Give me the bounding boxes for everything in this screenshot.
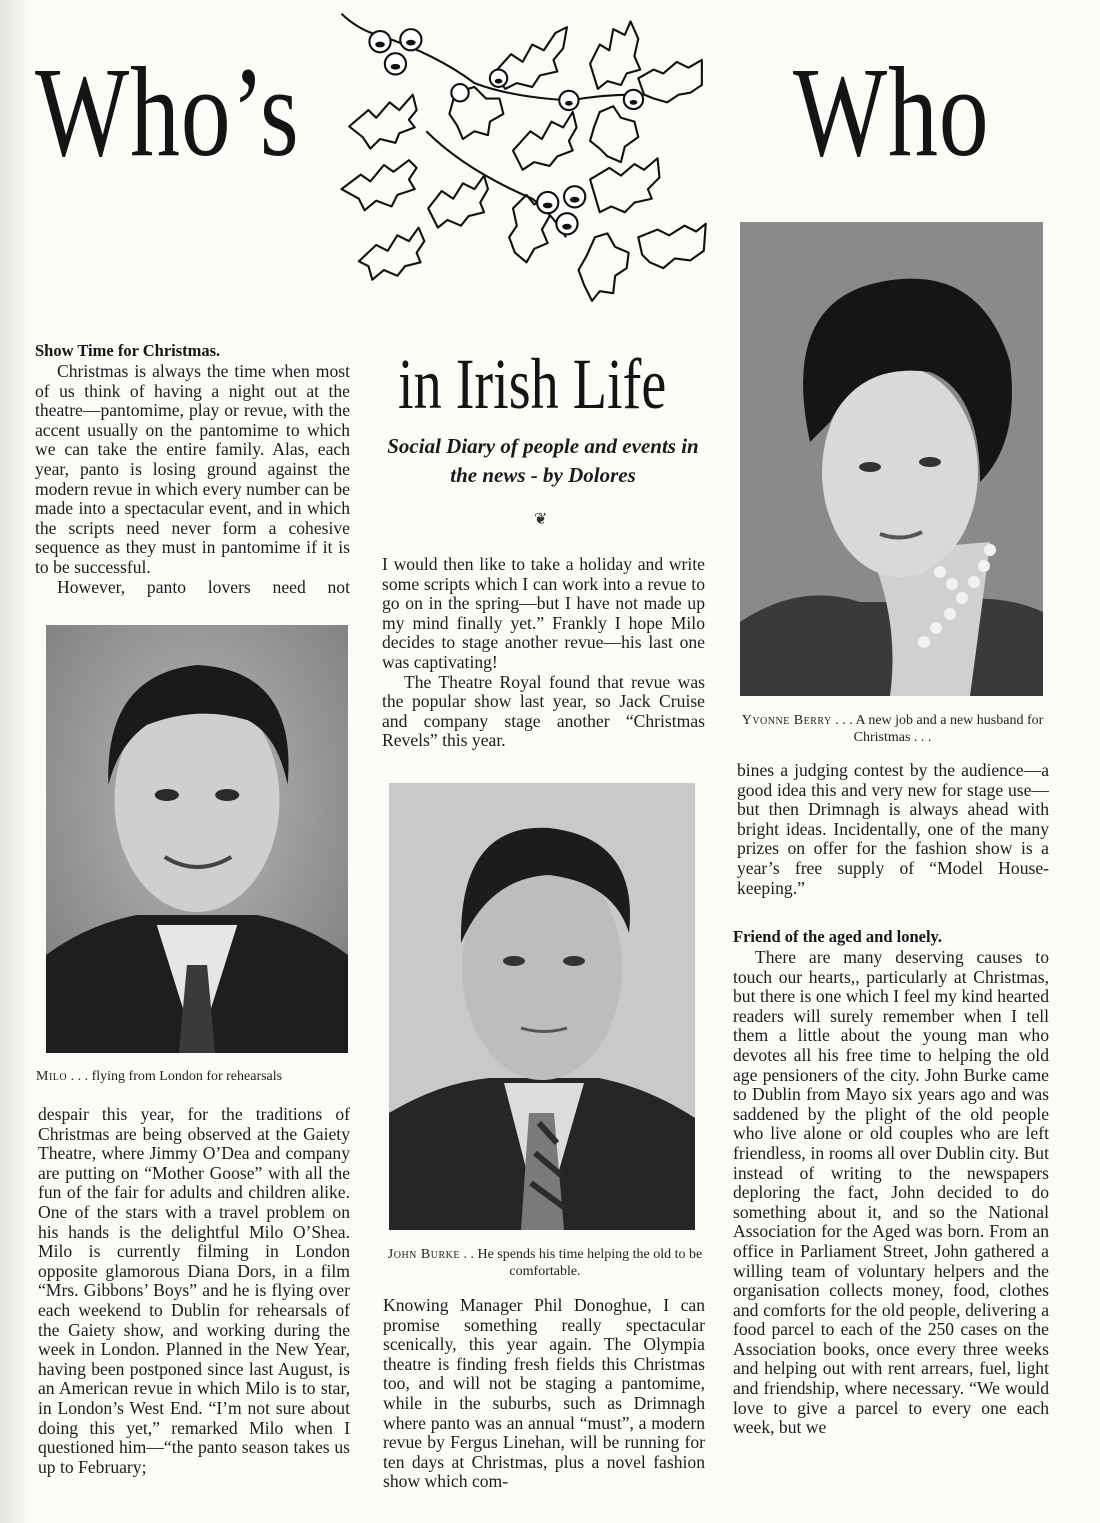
- paragraph: I would then like to take a holiday and write some scripts which I can work into a revue to go on in the spring—but I have not made up my mind finally yet.” Frankly I hope Milo decides to stage another revue—his last one was captivating!: [382, 554, 705, 672]
- paragraph: despair this year, for the traditions of Christmas are being observed at the Gaiety Theatre, where Jimmy O’Dea and company are putting on “Mother Goose” with all the fun of the fair for adults and children alike. One of the stars with a travel problem on his hands is the delightful Milo O’Shea. Milo is currently filming in London opposite glamorous Diana Dors, in a film “Mrs. Gibbons’ Boys” and he is flying over each weekend to Dublin for rehearsals of the Gaiety show, and working during the week in London. Planned in the New Year, having been postponed since last August, is an American revue in which Milo is to star, in London’s West End. “I’m not sure about doing this yet,” remarked Milo when I questioned him—“the panto season takes us up to February;: [38, 1104, 350, 1477]
- page-edge-shadow: [0, 0, 30, 1523]
- caption-john-burke: [380, 1246, 710, 1280]
- title-who: Who: [793, 41, 990, 183]
- article-show-time-continued: [38, 1105, 350, 1477]
- caption-name: Milo: [36, 1069, 68, 1084]
- paragraph: However, panto lovers need not: [57, 576, 350, 597]
- photo-milo: [46, 625, 348, 1053]
- heading-friend-of-aged: Friend of the aged and lonely.: [733, 927, 943, 946]
- article-show-time-intro: [35, 341, 350, 597]
- holly-illustration: [318, 6, 708, 324]
- caption-milo: [36, 1068, 354, 1085]
- article-friend-of-aged: [733, 927, 1049, 1438]
- caption-text: . . He spends his time helping the old to be comfortable.: [459, 1247, 703, 1279]
- heading-show-time: Show Time for Christmas.: [35, 341, 221, 360]
- ornament-icon: ❦: [534, 511, 548, 528]
- title-whos: Who’s: [35, 41, 300, 183]
- title-in-irish-life: in Irish Life: [398, 344, 667, 424]
- paragraph: Knowing Manager Phil Donoghue, I can promise something really spectacular scenically, this year again. The Olympia theatre is finding fresh fields this Christmas too, and will not be staging a pantomime, while in the suburbs, such as Drimnagh where panto was an annual “must”, a modern revue by Fergus Linehan, will be running for ten days at Christmas, plus a novel fashion show which com-: [383, 1295, 705, 1492]
- caption-name: John Burke: [387, 1247, 460, 1262]
- caption-yvonne-berry: [730, 712, 1055, 746]
- article-show-time-drimnagh: [737, 761, 1049, 898]
- holly-berry-highlights: [375, 40, 637, 230]
- byline: Social Diary of people and events in the news - by Dolores: [387, 434, 699, 487]
- photo-yvonne-berry: [740, 222, 1043, 696]
- article-show-time-olympia: [383, 1296, 705, 1492]
- caption-text: . . . flying from London for rehearsals: [67, 1069, 283, 1084]
- caption-name: Yvonne Berry: [741, 713, 832, 728]
- paragraph: bines a judging contest by the audience—a good idea this and very new for stage use—but then Drimnagh is always ahead with bright ideas. Incidentally, one of the many prizes on offer for the fashion show is a year’s free supply of “Model House-keeping.”: [737, 760, 1049, 898]
- paragraph: Christmas is always the time when most of us think of having a night out at the theatre—pantomime, play or revue, with the accent usually on the pantomime to which we can take the entire family. Alas, each year, panto is losing ground against the modern revue in which every number can be made into a spectacular event, and in which the scripts need never form a cohesive sequence as they must in pantomime if it is to be successful.: [35, 361, 350, 577]
- caption-text: . . . A new job and a new husband for Christmas . . .: [831, 713, 1044, 745]
- photo-john-burke: [389, 783, 695, 1230]
- article-show-time-middle: [382, 555, 705, 751]
- paragraph: The Theatre Royal found that revue was the popular show last year, so Jack Cruise and company stage another “Christmas Revels” this year.: [382, 671, 705, 751]
- paragraph: There are many deserving causes to touch our hearts,, particularly at Christmas, but there is one which I feel my kind hearted readers will surely remember when I tell them a little about the young man who devotes all his free time to helping the old age pensioners of the city. John Burke came to Dublin from Mayo six years ago and was saddened by the plight of the old people who live alone or old couples who are left friendless, in rooms all over Dublin city. But instead of writing to the newspapers deploring the fact, John decided to do something about it, and so the National Association for the Aged was born. From an office in Parliament Street, John gathered a willing team of voluntary helpers and the organisation collects money, food, clothes and comforts for the old people, delivering a food parcel to each of the 250 cases on the Association books, once every three weeks and helping out with rent arrears, fuel, light and friendship, where necessary. “We would love to give a parcel to every one each week, but we: [733, 947, 1049, 1438]
